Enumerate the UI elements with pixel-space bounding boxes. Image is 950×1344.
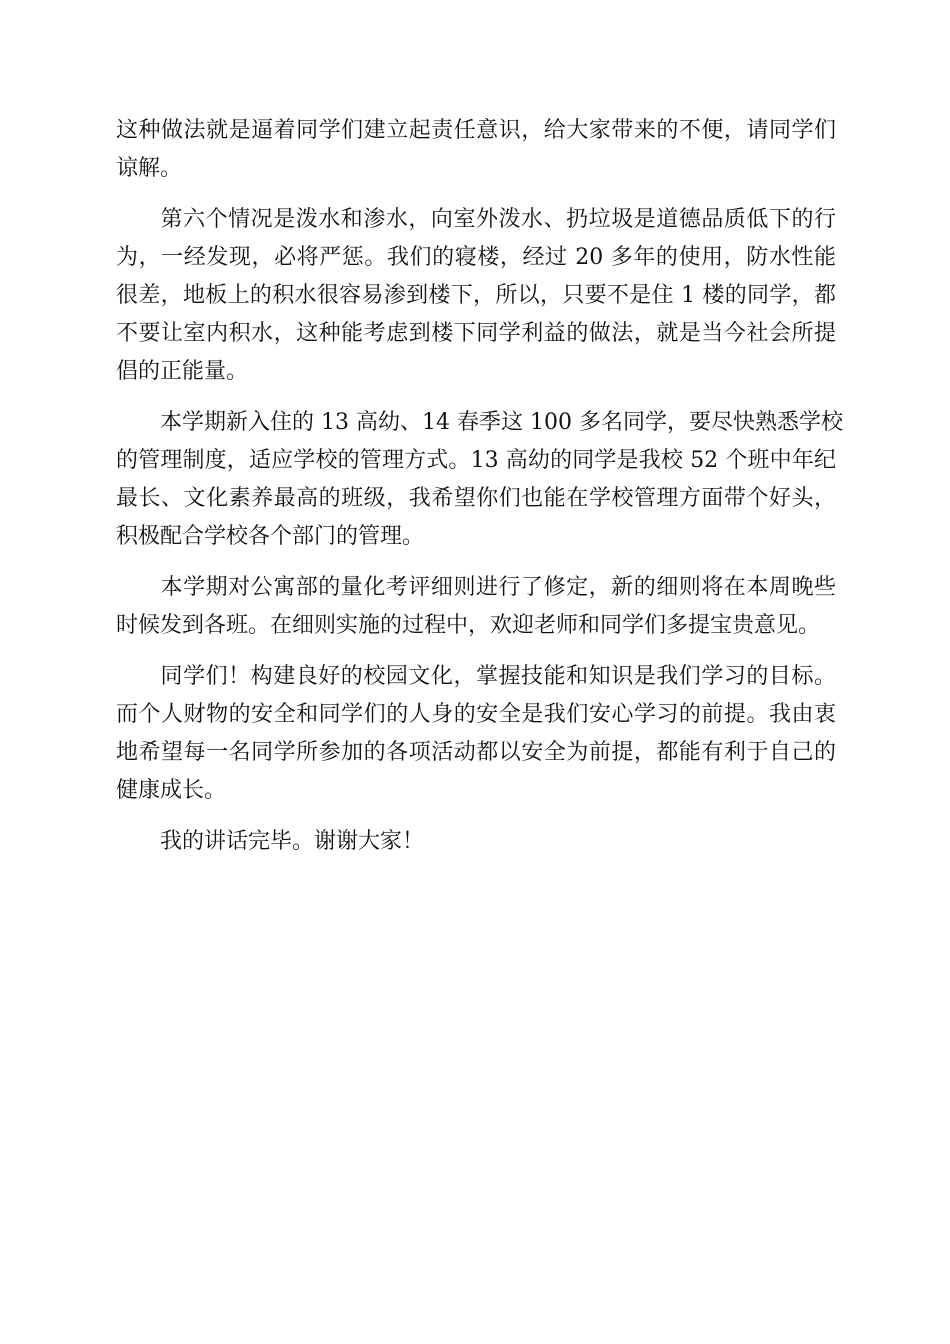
text-line: 而个人财物的安全和同学们的人身的安全是我们安心学习的前提。我由衷 (116, 702, 836, 727)
paragraph (116, 112, 836, 188)
paragraph (116, 569, 836, 645)
text-line: 谅解。 (116, 156, 183, 181)
paragraph (116, 404, 843, 556)
text-line: 这种做法就是逼着同学们建立起责任意识，给大家带来的不便，请同学们 (116, 118, 836, 143)
text-line: 时候发到各班。在细则实施的过程中，欢迎老师和同学们多提宝贵意见。 (116, 613, 821, 638)
text-line: 积极配合学校各个部门的管理。 (116, 524, 425, 549)
text-line: 我的讲话完毕。谢谢大家！ (160, 829, 425, 854)
text-line: 同学们！构建良好的校园文化，掌握技能和知识是我们学习的目标。 (160, 664, 836, 689)
document-body (116, 112, 843, 874)
text-line: 健康成长。 (116, 778, 227, 803)
text-line: 地希望每一名同学所参加的各项活动都以安全为前提，都能有利于自己的 (116, 740, 836, 765)
text-line: 最长、文化素养最高的班级，我希望你们也能在学校管理方面带个好头， (116, 486, 836, 511)
text-line: 本学期对公寓部的量化考评细则进行了修定，新的细则将在本周晚些 (160, 575, 836, 600)
text-line: 不要让室内积水，这种能考虑到楼下同学利益的做法，就是当今社会所提 (116, 321, 836, 346)
text-line: 本学期新入住的 13 高幼、14 春季这 100 多名同学，要尽快熟悉学校 (160, 410, 843, 435)
text-line: 倡的正能量。 (116, 359, 249, 384)
text-line: 为，一经发现，必将严惩。我们的寝楼，经过 20 多年的使用，防水性能 (116, 245, 836, 270)
text-line: 第六个情况是泼水和渗水，向室外泼水、扔垃圾是道德品质低下的行 (160, 207, 836, 232)
text-line: 的管理制度，适应学校的管理方式。13 高幼的同学是我校 52 个班中年纪 (116, 448, 836, 473)
text-line: 很差，地板上的积水很容易渗到楼下，所以，只要不是住 1 楼的同学，都 (116, 283, 836, 308)
paragraph (116, 201, 836, 391)
paragraph (116, 658, 836, 810)
paragraph (116, 823, 836, 861)
